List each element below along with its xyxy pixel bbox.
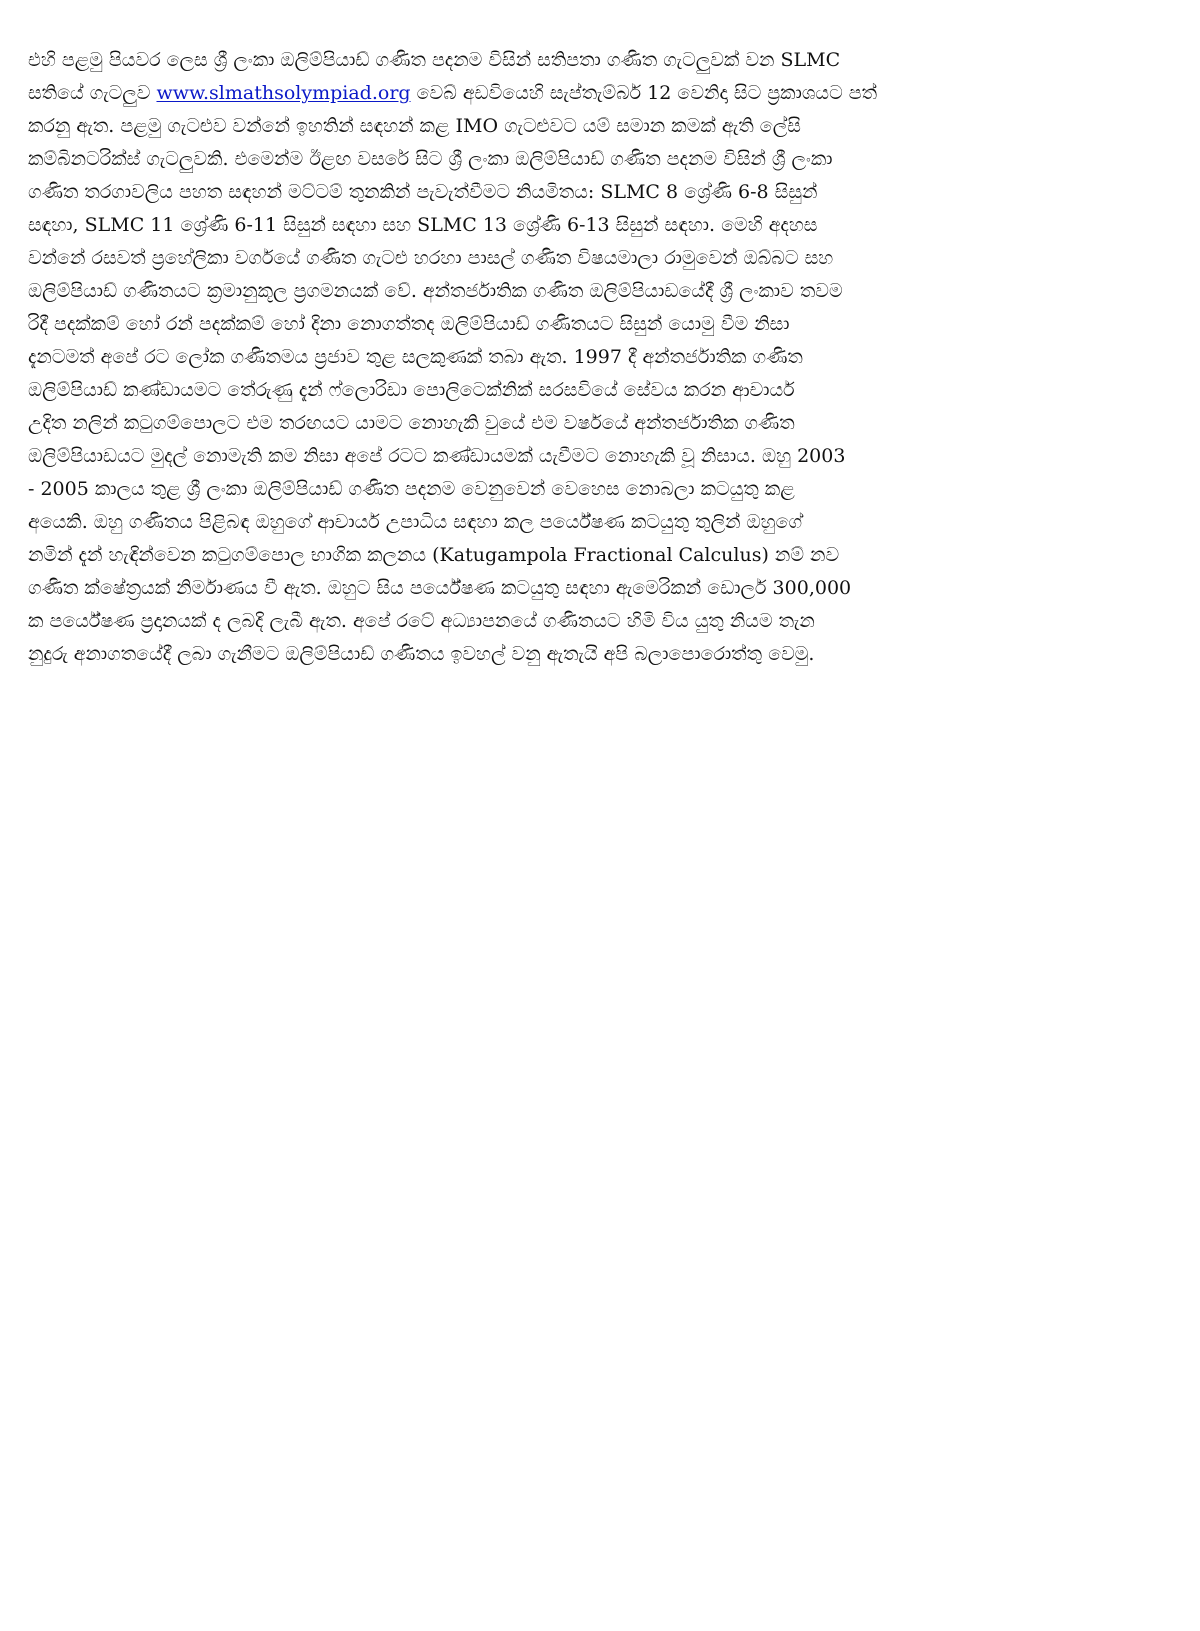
paragraph-line: දැනටමත් අපේ රට ලෝක ගණිතමය ප්‍රජාව තුළ සලකුණක් තබා ඇත. 1997 දී අන්තර්ජාතික ගණිත [28,346,803,368]
paragraph-line: වන්නේ රසවත් ප්‍රහේලිකා වර්ගයේ ගණිත ගැටළු හරහා පාසල් ගණිත විෂයමාලා රාමුවෙන් ඔබ්බට සහ [28,247,834,269]
body-paragraph [28,44,1160,671]
paragraph-line [28,77,1160,110]
paragraph-line: - 2005 කාලය තුළ ශ්‍රී ලංකා ඔලිම්පියාඩ් ගණිත පදනම වෙනුවෙන් වෙහෙස නොබලා කටයුතු කළ [28,478,795,500]
line-text-before-link: සතියේ ගැටලුව [28,82,157,104]
paragraph-line: ක පර්යේෂණ ප්‍රදානයක් ද ලබදි ලැබී ඇත. අපේ රටේ අධ්‍යාපනයේ ගණිතයට හිමි විය යුතු නියම තැන [28,610,815,632]
paragraph-line: කරනු ඇත. පළමු ගැටළුව වන්නේ ඉහතින් සඳහන් කළ IMO ගැටළුවට යම් සමාන කමක් ඇති ලේසි [28,115,801,137]
paragraph-line: සඳහා, SLMC 11 ශ්‍රේණි 6-11 සිසුන් සඳහා සහ SLMC 13 ශ්‍රේණි 6-13 සිසුන් සඳහා. මෙහි අදහස [28,214,818,236]
paragraph-line: ඔලිම්පියාඩයට මුදල් නොමැති කම නිසා අපේ රටට කණ්ඩායමක් යැවීමට නොහැකි වූ නිසාය. ඔහු 2003 [28,445,846,467]
paragraph-line: ඔලිම්පියාඩ් කණ්ඩායමට තේරුණු දැන් ෆ්ලොරිඩා පොලිටෙක්නික් සරසවියේ සේවය කරන ආචාර්ය [28,379,795,401]
paragraph-line: නුදුරු අනාගතයේදී ලබා ගැනීමට ඔලිම්පියාඩ් ගණිතය ඉවහල් වනු ඇතැයි අපි බලාපොරොත්තු වෙමු. [28,643,815,665]
paragraph-line: උදිත නලින් කටුගම්පොලට එම තරඟයට යාමට නොහැකි වුයේ එම වර්ෂයේ අන්තර්ජාතික ගණිත [28,412,795,434]
paragraph-line: එහි පළමු පියවර ලෙස ශ්‍රී ලංකා ඔලිම්පියාඩ් ගණිත පදනම විසින් සතිපතා ගණිත ගැටලුවක් වන SLMC [28,49,841,71]
paragraph-line: අයෙකි. ඔහු ගණිතය පිළිබඳ ඔහුගේ ආචාර්ය උපාධිය සඳහා කල පර්යේෂණ කටයුතු තුලින් ඔහුගේ [28,511,803,533]
paragraph-line: ගණිත ක්ෂේත්‍රයක් නිර්මාණය වී ඇත. ඔහුට සිය පර්යේෂණ කටයුතු සඳහා ඇමෙරිකන් ඩොලර් 300,000 [28,577,852,599]
website-link[interactable]: www.slmathsolympiad.org [156,82,411,104]
paragraph-line: ඔලිම්පියාඩ් ගණිතයට ක්‍රමානුකූල ප්‍රගමනයක් වේ. අන්තර්ජාතික ගණිත ඔලිම්පියාඩයේදී ශ්‍රී ලංකාව තවම [28,280,843,302]
paragraph-line: නමින් දැන් හැඳින්වෙන කටුගම්පොල භාගික කලනය (Katugampola Fractional Calculus) නම් නව [28,544,840,566]
paragraph-line: ගණිත තරගාවලිය පහත සඳහන් මට්ටම් තුනකින් පැවැත්වීමට නියමිතය: SLMC 8 ශ්‍රේණි 6-8 සිසුන් [28,181,818,203]
paragraph-line: රිදී පදක්කම් හෝ රන් පදක්කම් හෝ දිනා නොගත්තද ඔලිම්පියාඩ් ගණිතයට සිසුන් යොමු වීම නිසා [28,313,790,335]
paragraph-line: කම්බිනටරික්ස් ගැටලුවකි. එමෙන්ම ඊළඟ වසරේ සිට ශ්‍රී ලංකා ඔලිම්පියාඩ් ගණිත පදනම විසින් ශ්‍රී ලංකා [28,148,833,170]
line-text-after-link: වෙබ් අඩවියෙහි සැප්තැම්බර් 12 වෙනිදා සිට ප්‍රකාශයට පත් [410,82,878,104]
